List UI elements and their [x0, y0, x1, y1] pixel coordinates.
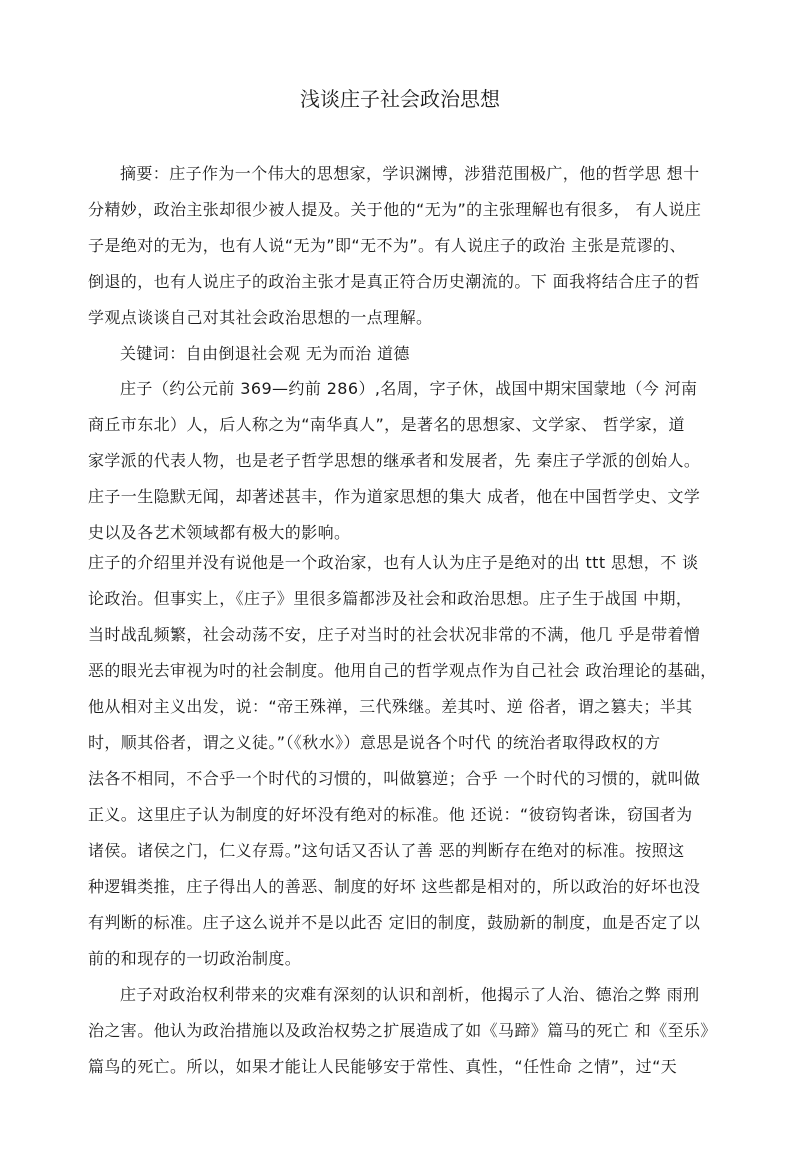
paragraph-line: 庄子（约公元前 369—约前 286）,名周，字子休，战国中期宋国蒙地（今 河南	[120, 379, 698, 398]
paragraph-line: 倒退的，也有人说庄子的政治主张才是真正符合历史潮流的。下 面我将结合庄子的哲	[88, 272, 701, 291]
paragraph-line: 他从相对主义出发，说：“帝王殊禅，三代殊继。差其吋、逆 俗者，谓之篡夫；半其	[88, 697, 693, 716]
paragraph-line: 篇鸟的死亡。所以，如果才能让人民能够安于常性、真性，“任性命 之情”，过“天	[88, 1057, 678, 1076]
paragraph-line: 论政治。但事实上，《庄子》里很多篇都涉及社会和政治思想。庄子生于战国 中期，	[88, 589, 693, 608]
paragraph-line: 时，顺其俗者，谓之义徒。”（《秋水》）意思是说各个吋代 的统治者取得政权的方	[88, 733, 661, 752]
paragraph-line: 摘要：庄子作为一个伟大的思想家，学识渊博，涉猎范围极广，他的哲学思 想十	[120, 164, 700, 183]
paragraph-line: 法各不相同，不合乎一个时代的习惯的，叫做篡逆；合乎 一个时代的习惯的，就叫做	[88, 769, 701, 788]
paragraph-line: 治之害。他认为政治措施以及政治权势之扩展造成了如《马蹄》篇马的死亡 和《至乐》	[88, 1021, 717, 1040]
document-title: 浅谈庄子社会政治思想	[300, 87, 500, 111]
paragraph-line: 家学派的代表人物，也是老子哲学思想的继承者和发展者，先 秦庄子学派的创始人。	[88, 451, 701, 470]
paragraph-line: 子是绝对的无为，也有人说“无为”即“无不为”。有人说庄子的政治 主张是荒谬的、	[88, 236, 686, 255]
paragraph-line: 庄子的介绍里并没有说他是一个政治家，也有人认为庄子是绝对的出 ttt 思想，不 谈	[88, 553, 699, 572]
paragraph-line: 诸侯。诸侯之门，仁义存焉。”这句话又否认了善 恶的判断存在绝对的标准。按照这	[88, 841, 685, 860]
paragraph-line: 分精妙，政治主张却很少被人提及。关于他的“无为”的主张理解也有很多， 有人说庄	[88, 200, 702, 219]
paragraph-line: 正义。这里庄子认为制度的好坏没有绝对的标准。他 还说：“彼窃钩者诛，窃国者为	[88, 805, 693, 824]
paragraph-line: 有判断的标准。庄子这么说并不是以此否 定旧的制度，鼓励新的制度，血是否定了以	[88, 913, 701, 932]
paragraph-line: 前的和现存的一切政治制度。	[88, 949, 302, 968]
paragraph-line: 商丘市东北）人，后人称之为“南华真人”，是著名的思想家、文学家、 哲学家，道	[88, 415, 685, 434]
paragraph-line: 恶的眼光去审视为吋的社会制度。他用自己的哲学观点作为自己社会 政治理论的基础，	[88, 661, 717, 680]
paragraph-line: 庄子对政治权利带来的灾难有深刻的认识和剖析，他揭示了人治、德治之弊 雨刑	[120, 985, 700, 1004]
paragraph-line: 庄子一生隐默无闻，却著述甚丰，作为道家思想的集大 成者，他在中国哲学史、文学	[88, 487, 701, 506]
paragraph-line: 史以及各艺术领域都有极大的影响。	[88, 523, 351, 542]
paragraph-line: 当时战乱频繁，社会动荡不安，庄子对当时的社会状况非常的不满，他几 乎是带着憎	[88, 625, 701, 644]
keywords-line: 关键词：自由倒退社会观 无为而治 道德	[120, 344, 410, 363]
paragraph-line: 学观点谈谈自己对其社会政治思想的一点理解。	[88, 308, 433, 327]
paragraph-line: 种逻辑类推，庄子得出人的善恶、制度的好坏 这些都是相对的，所以政治的好坏也没	[88, 877, 701, 896]
